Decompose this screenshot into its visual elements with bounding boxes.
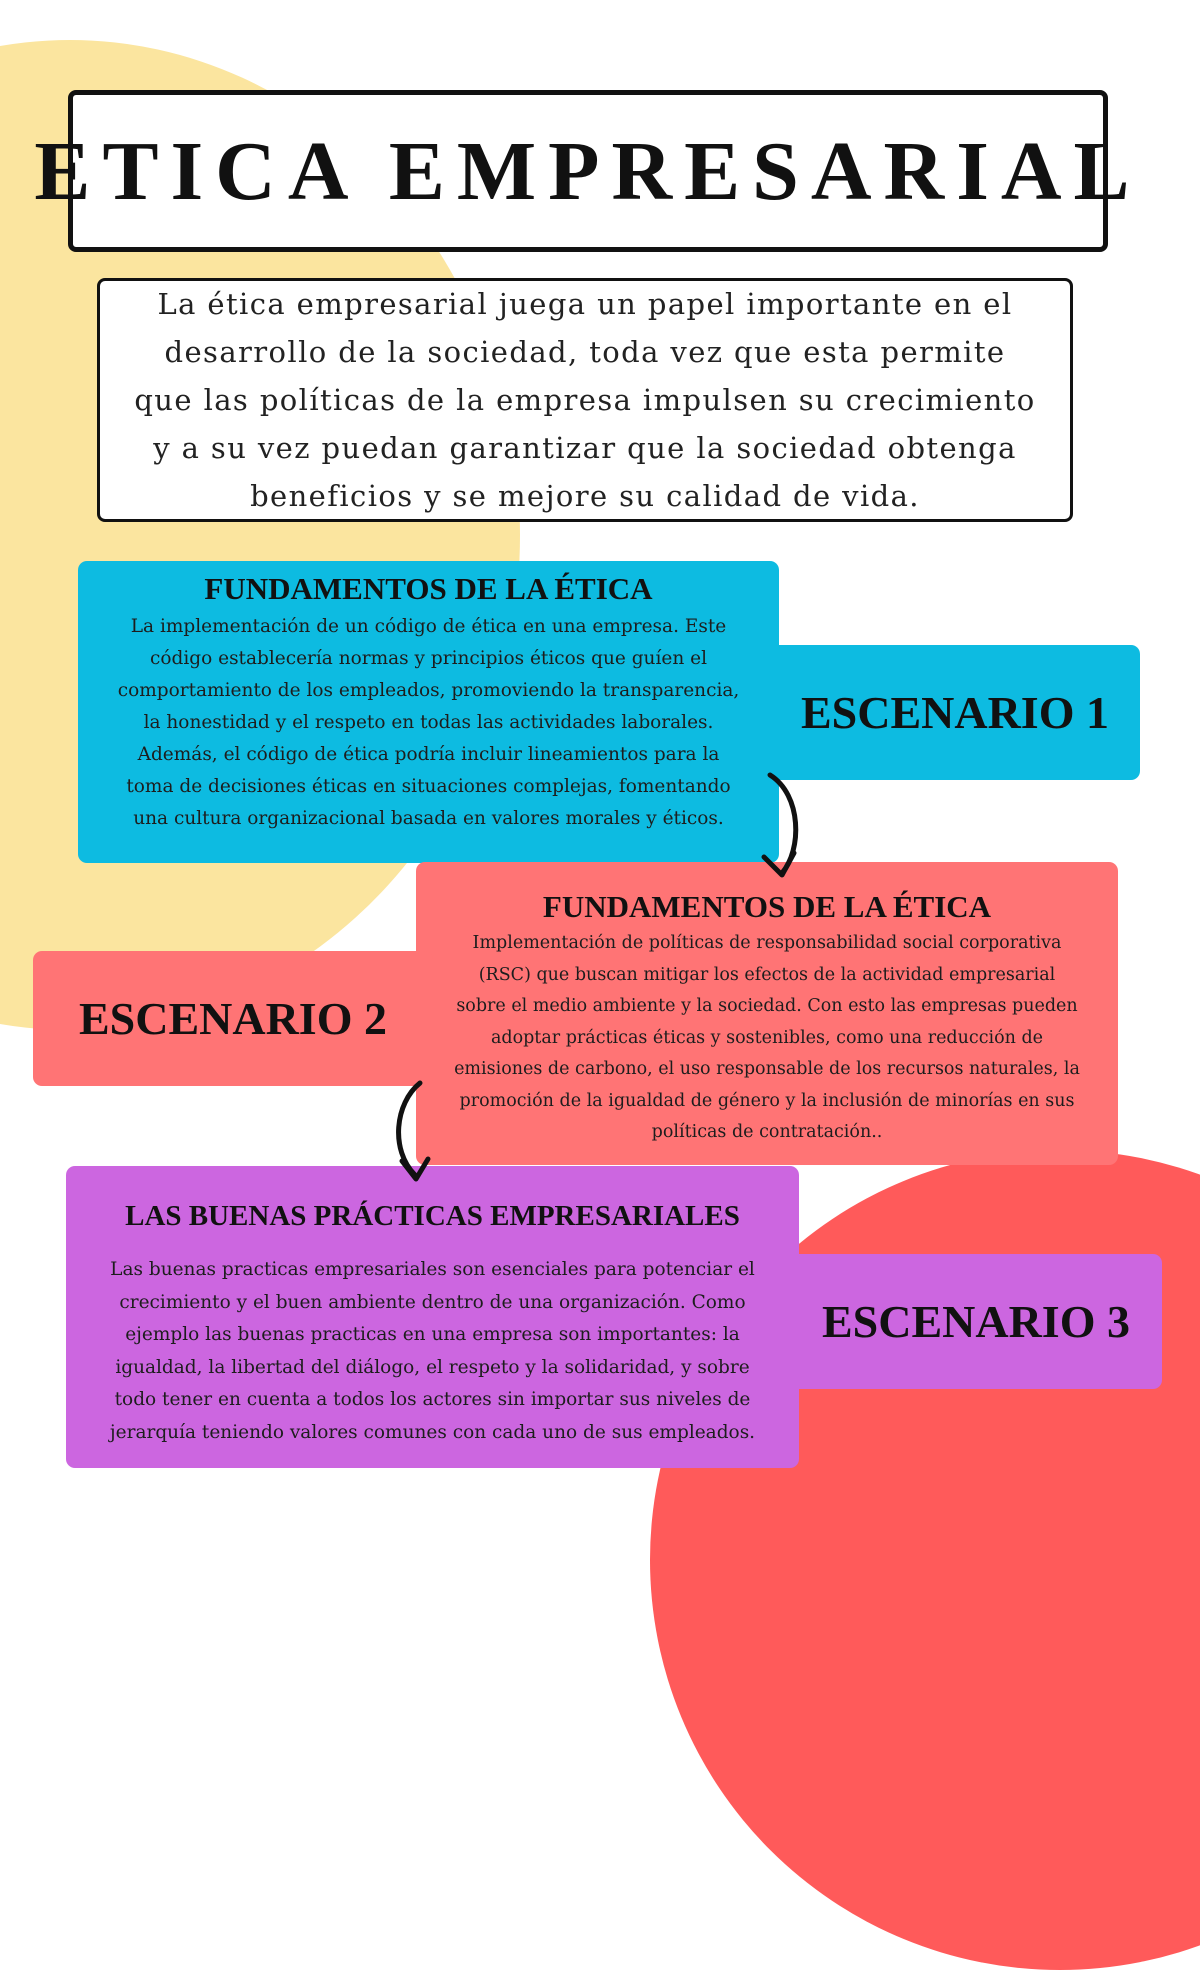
scenario-3-label: ESCENARIO 3 (821, 1296, 1130, 1347)
body-line: políticas de contratación.. (651, 1122, 883, 1142)
body-line: adoptar prácticas éticas y sostenibles, como una reducción de (490, 1027, 1044, 1048)
curved-arrow-down-icon (740, 765, 820, 890)
intro-line: La ética empresarial juega un papel importante en el (157, 287, 1013, 321)
body-line: Además, el código de ética podría incluir lineamientos para la (137, 744, 720, 765)
body-line: emisiones de carbono, el uso responsable de los recursos naturales, la (454, 1059, 1080, 1079)
scenario-2-body (426, 928, 1108, 1149)
body-line: Las buenas practicas empresariales son esenciales para potenciar el (110, 1259, 755, 1280)
intro-text (134, 280, 1035, 520)
body-line: igualdad, la libertad del diálogo, el respeto y la solidaridad, y sobre (115, 1356, 750, 1378)
body-line: promoción de la igualdad de género y la inclusión de minorías en sus (459, 1090, 1075, 1111)
body-line: sobre el medio ambiente y la sociedad. Con esto las empresas pueden (456, 996, 1078, 1016)
intro-box (97, 278, 1073, 522)
body-line: jerarquía teniendo valores comunes con cada uno de sus empleados. (109, 1421, 756, 1443)
curved-arrow-down-icon (380, 1075, 460, 1195)
intro-line: beneficios y se mejore su calidad de vida. (250, 479, 920, 513)
scenario-1-tag (770, 645, 1140, 780)
body-line: crecimiento y el buen ambiente dentro de una organización. Como (119, 1291, 746, 1313)
body-line: código establecería normas y principios éticos que guíen el (150, 648, 707, 669)
body-line: La implementación de un código de ética en una empresa. Este (130, 616, 727, 637)
body-line: todo tener en cuenta a todos los actores sin importar sus niveles de (114, 1389, 751, 1410)
body-line: la honestidad y el respeto en todas las actividades laborales. (143, 712, 714, 733)
scenario-2-tag (33, 951, 433, 1086)
body-line: ejemplo las buenas practicas en una empresa son importantes: la (125, 1324, 740, 1345)
scenario-2-card (416, 862, 1118, 1165)
body-line: comportamiento de los empleados, promoviendo la transparencia, (117, 680, 740, 701)
scenario-1-card (78, 561, 779, 863)
scenario-1-label: ESCENARIO 1 (800, 687, 1109, 738)
body-line: Implementación de políticas de responsabilidad social corporativa (472, 933, 1062, 953)
body-line: (RSC) que buscan mitigar los efectos de la actividad empresarial (478, 964, 1056, 985)
scenario-2-label: ESCENARIO 2 (78, 993, 387, 1044)
title-box (34, 90, 1142, 252)
page-title: ETICA EMPRESARIAL (34, 124, 1142, 218)
intro-line: desarrollo de la sociedad, toda vez que esta permite (164, 335, 1006, 369)
scenario-3-card (66, 1166, 799, 1468)
scenario-3-tag (790, 1254, 1162, 1389)
intro-line: que las políticas de la empresa impulsen su crecimiento (134, 383, 1036, 417)
intro-line: y a su vez puedan garantizar que la sociedad obtenga (153, 431, 1017, 465)
scenario-2-title: FUNDAMENTOS DE LA ÉTICA (542, 889, 992, 924)
body-line: toma de decisiones éticas en situaciones complejas, fomentando (126, 776, 731, 797)
scenario-3-body (80, 1254, 785, 1449)
scenario-3-title: LAS BUENAS PRÁCTICAS EMPRESARIALES (125, 1200, 740, 1232)
scenario-1-body (92, 611, 765, 835)
scenario-1-title: FUNDAMENTOS DE LA ÉTICA (204, 571, 653, 606)
body-line: una cultura organizacional basada en valores morales y éticos. (133, 808, 724, 829)
